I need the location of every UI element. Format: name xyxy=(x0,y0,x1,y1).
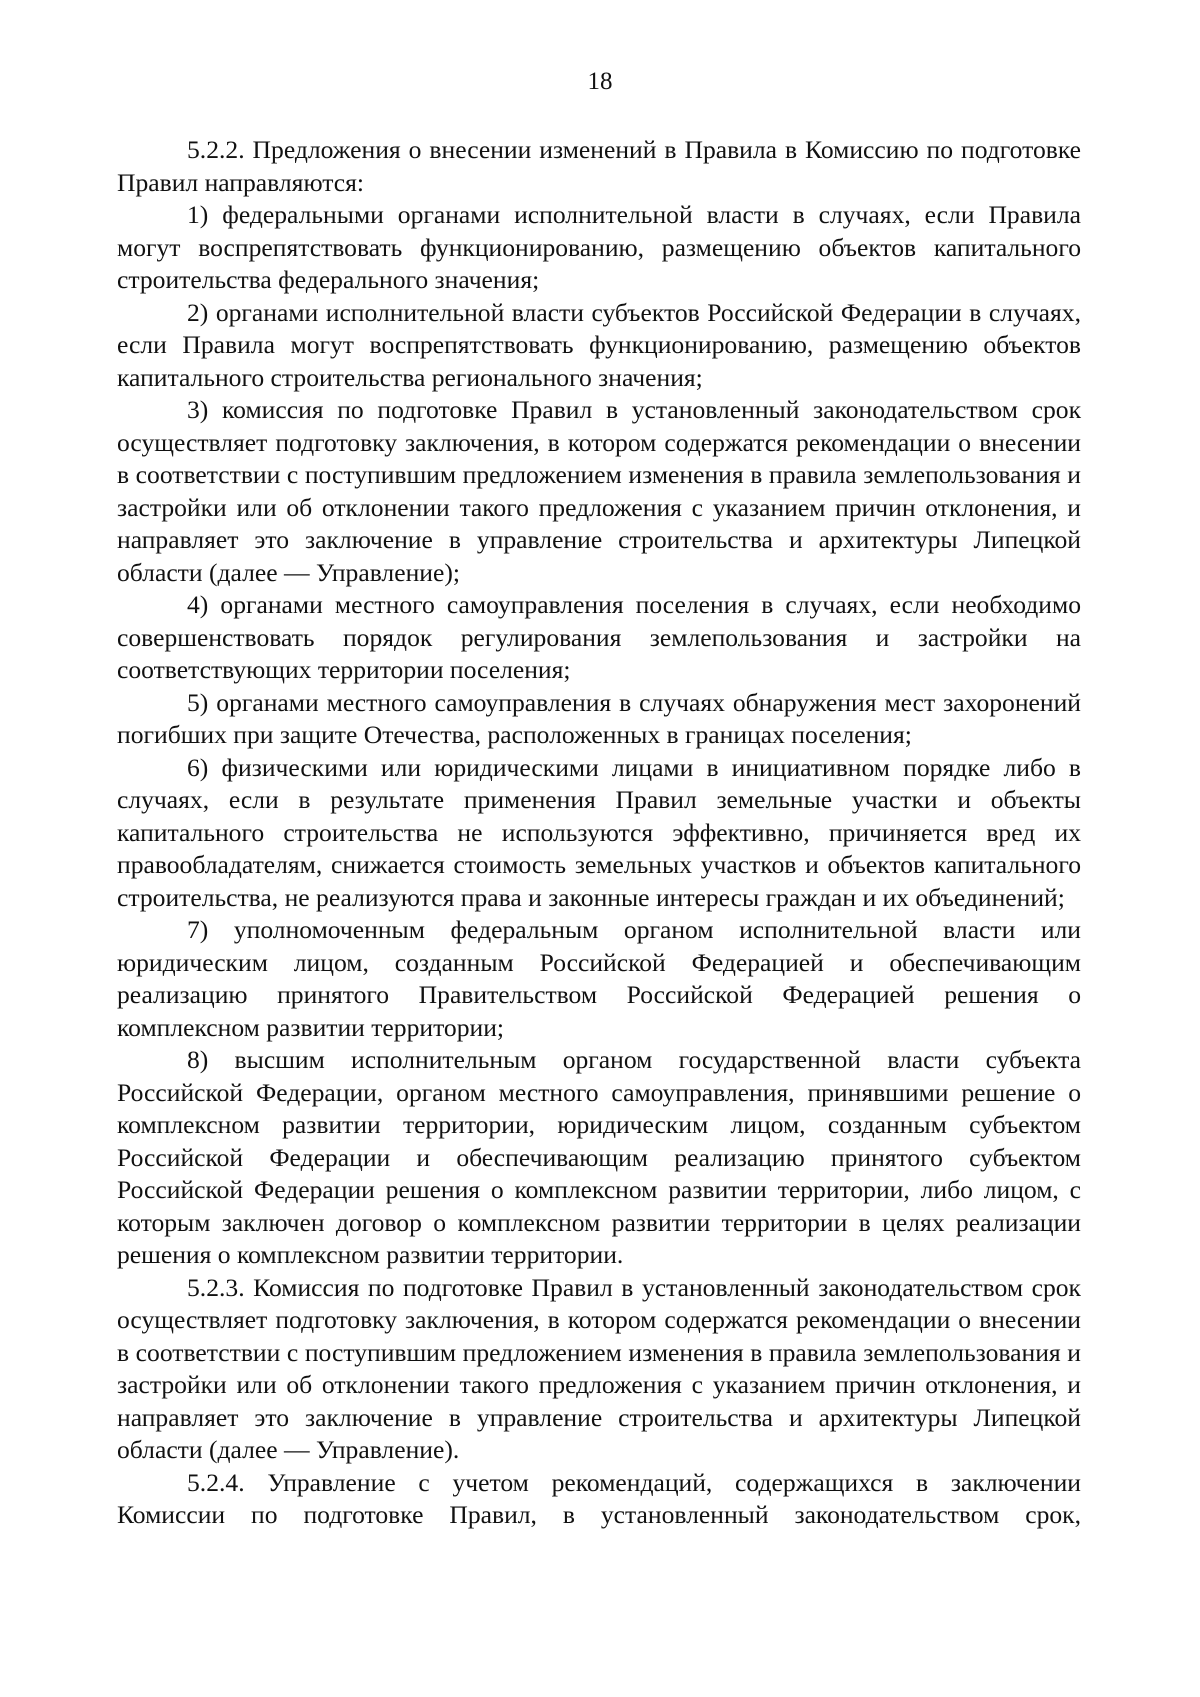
list-item-2: 2) органами исполнительной власти субъектов Российской Федерации в случаях, если Правила могут воспрепятствовать функционированию, размещению объектов капитального строительства регионального значения; xyxy=(117,297,1081,392)
document-body xyxy=(117,134,1081,1532)
paragraph-5-2-2: 5.2.2. Предложения о внесении изменений в Правила в Комиссию по подготовке Правил направляются: xyxy=(117,135,1081,197)
list-item-6: 6) физическими или юридическими лицами в инициативном порядке либо в случаях, если в результате применения Правил земельные участки и объекты капитального строительства не используются эффективно, причиняется вред их правообладателям, снижается стоимость земельных участков и объектов капитального строительства, не реализуются права и законные интересы граждан и их объединений; xyxy=(117,752,1081,912)
list-item-4: 4) органами местного самоуправления поселения в случаях, если необходимо совершенствовать порядок регулирования землепользования и застройки на соответствующих территории поселения; xyxy=(117,590,1081,684)
list-item-8: 8) высшим исполнительным органом государственной власти субъекта Российской Федерации, органом местного самоуправления, принявшими решение о комплексном развитии территории, юридическим лицом, созданным субъектом Российской Федерации и обеспечивающим реализацию принятого субъектом Российской Федерации решения о комплексном развитии территории, либо лицом, с которым заключен договор о комплексном развитии территории в целях реализации решения о комплексном развитии территории. xyxy=(117,1045,1081,1269)
page-number: 18 xyxy=(587,68,613,95)
list-item-7: 7) уполномоченным федеральным органом исполнительной власти или юридическим лицом, созданным Российской Федерацией и обеспечивающим реализацию принятого Правительством Российской Федерацией решения о комплексном развитии территории; xyxy=(117,915,1081,1042)
list-item-5: 5) органами местного самоуправления в случаях обнаружения мест захоронений погибших при защите Отечества, расположенных в границах поселения; xyxy=(117,687,1081,749)
list-item-1: 1) федеральными органами исполнительной власти в случаях, если Правила могут воспрепятствовать функционированию, размещению объектов капитального строительства федерального значения; xyxy=(117,200,1081,294)
paragraph-5-2-4: 5.2.4. Управление с учетом рекомендаций, содержащихся в заключении Комиссии по подготовке Правил, в установленный законодательством срок, xyxy=(117,1467,1081,1529)
paragraph-5-2-3: 5.2.3. Комиссия по подготовке Правил в установленный законодательством срок осуществляет подготовку заключения, в котором содержатся рекомендации о внесении в соответствии с поступившим предложением изменения в правила землепользования и застройки или об отклонении такого предложения с указанием причин отклонения, и направляет это заключение в управление строительства и архитектуры Липецкой области (далее — Управление). xyxy=(117,1272,1081,1464)
list-item-3: 3) комиссия по подготовке Правил в установленный законодательством срок осуществляет подготовку заключения, в котором содержатся рекомендации о внесении в соответствии с поступившим предложением изменения в правила землепользования и застройки или об отклонении такого предложения с указанием причин отклонения, и направляет это заключение в управление строительства и архитектуры Липецкой области (далее — Управление); xyxy=(117,395,1081,587)
